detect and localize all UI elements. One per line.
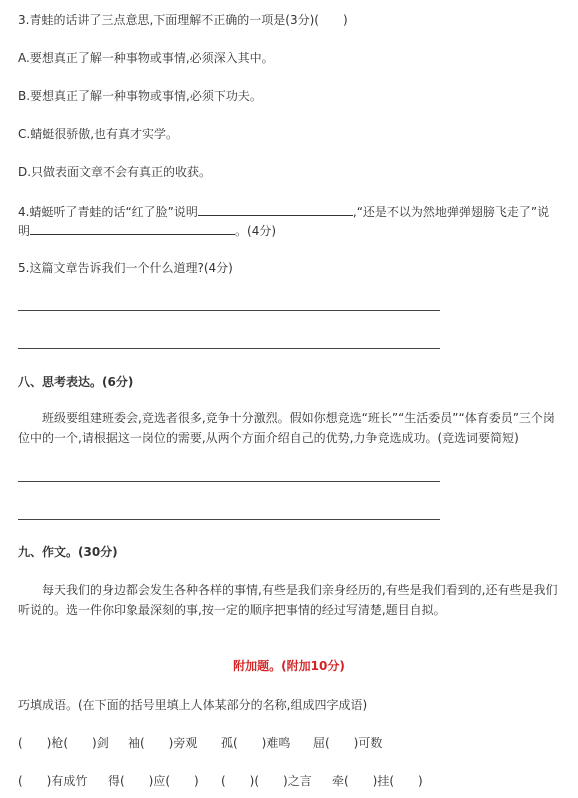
section-9-title: 九、作文。(30分)	[18, 545, 118, 559]
idiom-item[interactable]: 袖( )旁观	[128, 736, 198, 750]
q3-option-c: C.蜻蜓很骄傲,也有真才实学。	[18, 127, 179, 141]
q4-answer-blank-2[interactable]	[30, 222, 235, 235]
bonus-instruction: 巧填成语。(在下面的括号里填上人体某部分的名称,组成四字成语)	[18, 698, 368, 712]
q5-answer-line-1[interactable]	[18, 310, 440, 311]
idiom-item[interactable]: 孤( )难鸣	[221, 736, 291, 750]
section-8-answer-line-1[interactable]	[18, 481, 440, 482]
section-8-answer-line-2[interactable]	[18, 519, 440, 520]
q5-stem: 5.这篇文章告诉我们一个什么道理?(4分)	[18, 261, 233, 275]
q4-text-4: 。(4分)	[235, 224, 277, 238]
idiom-item[interactable]: 得( )应( )	[108, 774, 199, 788]
idiom-item[interactable]: 屈( )可数	[313, 736, 383, 750]
q3-option-d: D.只做表面文章不会有真正的收获。	[18, 165, 212, 179]
q5-answer-line-2[interactable]	[18, 348, 440, 349]
q4-text-2: ,“还是不以为然地弹弹翅膀飞走了”说	[352, 205, 550, 219]
bonus-title: 附加题。(附加10分)	[233, 659, 345, 673]
q4-text-1: 4.蜻蜓听了青蛙的话“红了脸”说明	[18, 205, 198, 219]
q3-option-b: B.要想真正了解一种事物或事情,必须下功夫。	[18, 89, 262, 103]
section-8-prompt: 班级要组建班委会,竞选者很多,竞争十分激烈。假如你想竞选“班长”“生活委员”“体育委员”三个岗位中的一个,请根据这一岗位的需要,从两个方面介绍自己的优势,力争竞选成功。(竞选词要简短)	[18, 411, 555, 445]
q4-answer-blank-1[interactable]	[198, 203, 353, 216]
section-8-title: 八、思考表达。(6分)	[18, 375, 134, 389]
idiom-row-1	[18, 735, 382, 751]
q4-text-3: 明	[18, 224, 31, 238]
q3-option-a: A.要想真正了解一种事物或事情,必须深入其中。	[18, 51, 274, 65]
idiom-item[interactable]: ( )有成竹	[18, 774, 88, 788]
section-9-prompt: 每天我们的身边都会发生各种各样的事情,有些是我们亲身经历的,有些是我们看到的,还有些是我们听说的。选一件你印象最深刻的事,按一定的顺序把事情的经过写清楚,题目自拟。	[18, 583, 558, 617]
idiom-item[interactable]: ( )枪( )剑	[18, 736, 109, 750]
idiom-row-2	[18, 773, 423, 789]
idiom-item[interactable]: ( )( )之言	[221, 774, 312, 788]
idiom-item[interactable]: 牵( )挂( )	[332, 774, 423, 788]
q3-stem: 3.青蛙的话讲了三点意思,下面理解不正确的一项是(3分)( )	[18, 13, 348, 27]
